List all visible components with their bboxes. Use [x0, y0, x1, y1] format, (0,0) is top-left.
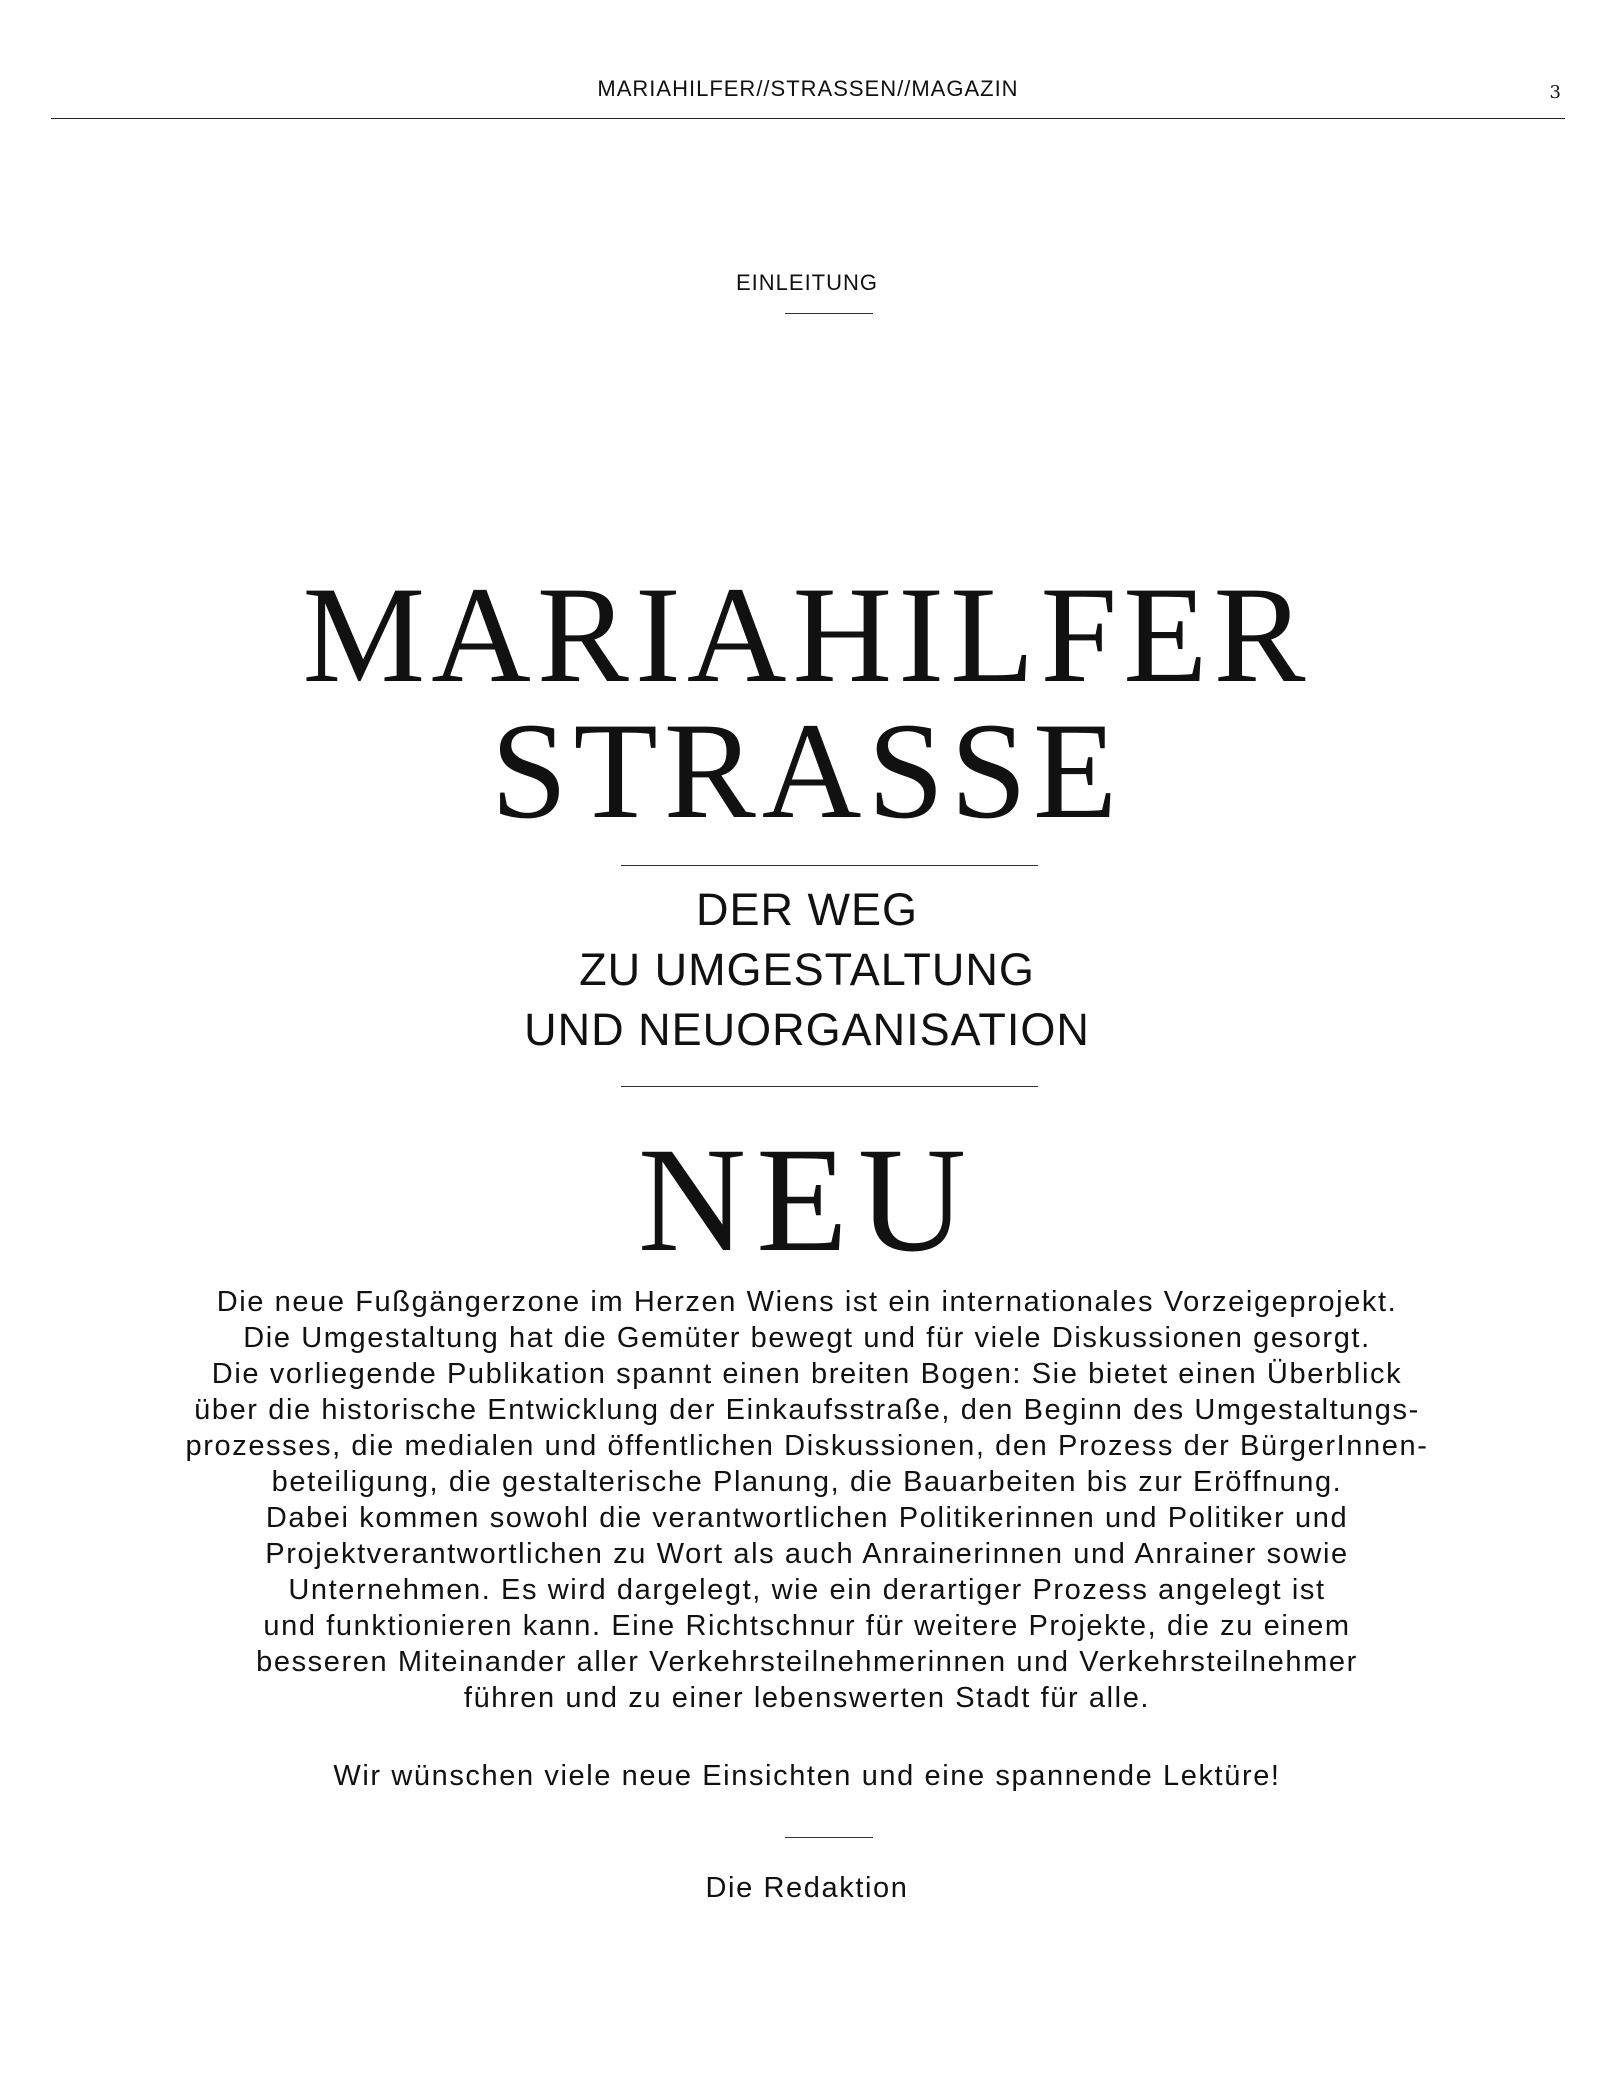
intro-line: beteiligung, die gestalterische Planung, die Bauarbeiten bis zur Eröffnung. — [271, 1466, 1343, 1498]
subtitle-line-1: DER WEG — [695, 884, 918, 935]
intro-line: Die neue Fußgängerzone im Herzen Wiens ist ein internationales Vorzeigeprojekt. — [216, 1286, 1398, 1318]
intro-line: Dabei kommen sowohl die verantwortlichen Politikerinnen und Politiker und — [265, 1502, 1349, 1534]
main-title-line-2: STRASSE — [490, 694, 1124, 847]
subtitle — [0, 880, 1614, 1060]
intro-line: Die vorliegende Publikation spannt einen breiten Bogen: Sie bietet einen Überblick — [211, 1358, 1403, 1390]
intro-text — [0, 1284, 1614, 1716]
page-number: 3 — [1549, 82, 1561, 103]
section-label: EINLEITUNG — [735, 270, 879, 295]
intro-line: über die historische Entwicklung der Einkaufsstraße, den Beginn des Umgestaltungs- — [194, 1394, 1420, 1426]
intro-line: Unternehmen. Es wird dargelegt, wie ein derartiger Prozess angelegt ist — [288, 1574, 1326, 1606]
intro-line: besseren Miteinander aller Verkehrsteilnehmerinnen und Verkehrsteilnehmer — [256, 1646, 1358, 1678]
main-title-line-3: NEU — [637, 1117, 977, 1283]
intro-line: prozesses, die medialen und öffentlichen Diskussionen, den Prozess der BürgerInnen- — [185, 1430, 1429, 1462]
intro-line: führen und zu einer lebenswerten Stadt für alle. — [463, 1682, 1151, 1714]
signature-divider — [785, 1837, 873, 1838]
subtitle-line-2: ZU UMGESTALTUNG — [579, 944, 1035, 995]
section-divider — [785, 313, 873, 314]
main-title-line-1: MARIAHILFER — [302, 558, 1312, 711]
signature: Die Redaktion — [705, 1872, 909, 1904]
subtitle-divider-top — [621, 865, 1038, 866]
subtitle-divider-bottom — [621, 1086, 1038, 1087]
subtitle-line-3: UND NEUORGANISATION — [524, 1004, 1090, 1055]
page-header — [51, 70, 1565, 119]
magazine-title: MARIAHILFER//STRASSEN//MAGAZIN — [597, 76, 1019, 101]
intro-line: und funktionieren kann. Eine Richtschnur für weitere Projekte, die zu einem — [263, 1610, 1351, 1642]
intro-line: Die Umgestaltung hat die Gemüter bewegt und für viele Diskussionen gesorgt. — [243, 1322, 1371, 1354]
intro-line: Projektverantwortlichen zu Wort als auch Anrainerinnen und Anrainer sowie — [265, 1538, 1349, 1570]
closing-line: Wir wünschen viele neue Einsichten und eine spannende Lektüre! — [333, 1760, 1281, 1792]
